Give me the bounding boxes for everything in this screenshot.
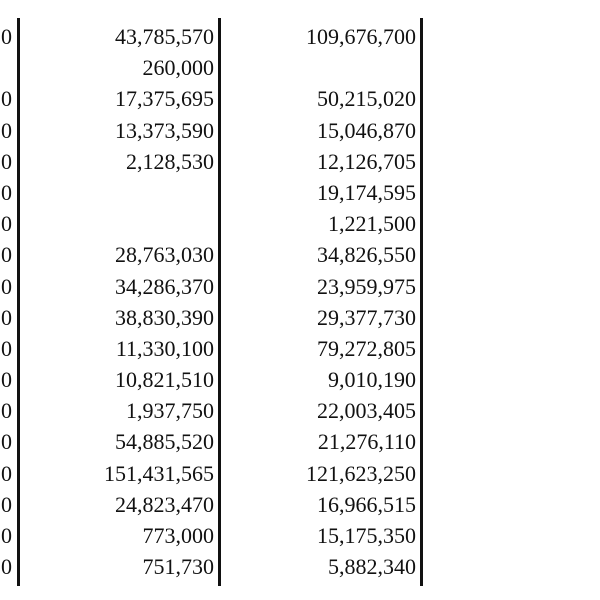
cell-col1: 13,373,590 [115, 117, 214, 143]
cell-col0: 0 [1, 367, 12, 393]
table-row [0, 21, 600, 52]
table-rows [0, 21, 600, 582]
cell-col2: 29,377,730 [317, 304, 416, 330]
cell-col0: 0 [1, 398, 12, 424]
table-row [0, 146, 600, 177]
cell-col2: 12,126,705 [317, 148, 416, 174]
cell-col2: 121,623,250 [306, 460, 416, 486]
table-row [0, 83, 600, 114]
cell-col2: 15,046,870 [317, 117, 416, 143]
table-row [0, 489, 600, 520]
cell-col1: 151,431,565 [104, 460, 214, 486]
table-row [0, 52, 600, 83]
cell-col2: 19,174,595 [317, 179, 416, 205]
cell-col0: 0 [1, 211, 12, 237]
cell-col2: 109,676,700 [306, 24, 416, 49]
table-row [0, 208, 600, 239]
cell-col0: 0 [1, 24, 12, 49]
cell-col2: 79,272,805 [317, 335, 416, 361]
cell-col0: 0 [1, 523, 12, 548]
cell-col1: 751,730 [142, 554, 214, 580]
table-row [0, 426, 600, 457]
table-row [0, 271, 600, 302]
cell-col0: 0 [1, 86, 12, 112]
cell-col2: 15,175,350 [317, 523, 416, 548]
cell-col0: 0 [1, 429, 12, 455]
cell-col1: 11,330,100 [115, 335, 214, 361]
cell-col0: 0 [1, 179, 12, 205]
cell-col1: 10,821,510 [115, 367, 214, 393]
cell-col1: 28,763,030 [115, 242, 214, 268]
cell-col2: 50,215,020 [317, 86, 416, 112]
cell-col2: 1,221,500 [328, 211, 416, 237]
cell-col1: 1,937,750 [126, 398, 214, 424]
table-row [0, 239, 600, 270]
table-row [0, 520, 600, 551]
cell-col1: 2,128,530 [126, 148, 214, 174]
cell-col2: 34,826,550 [317, 242, 416, 268]
table-row [0, 177, 600, 208]
table-row [0, 115, 600, 146]
cell-col2: 16,966,515 [317, 491, 416, 517]
cell-col2: 22,003,405 [317, 398, 416, 424]
table-row [0, 395, 600, 426]
cell-col2: 9,010,190 [328, 367, 416, 393]
cell-col1: 260,000 [142, 55, 214, 81]
cell-col1: 54,885,520 [115, 429, 214, 455]
table-row [0, 458, 600, 489]
cell-col0: 0 [1, 491, 12, 517]
cell-col0: 0 [1, 554, 12, 580]
cell-col0: 0 [1, 460, 12, 486]
table-row [0, 364, 600, 395]
cell-col2: 5,882,340 [328, 554, 416, 580]
cell-col1: 38,830,390 [115, 304, 214, 330]
table-row [0, 302, 600, 333]
cell-col2: 21,276,110 [317, 429, 416, 455]
cell-col1: 24,823,470 [115, 491, 214, 517]
cell-col0: 0 [1, 304, 12, 330]
cell-col1: 34,286,370 [115, 273, 214, 299]
cell-col2: 23,959,975 [317, 273, 416, 299]
cell-col0: 0 [1, 148, 12, 174]
cell-col1: 17,375,695 [115, 86, 214, 112]
table-row [0, 551, 600, 582]
cell-col0: 0 [1, 242, 12, 268]
cell-col0: 0 [1, 335, 12, 361]
cell-col0: 0 [1, 117, 12, 143]
cell-col1: 773,000 [142, 523, 214, 548]
table-row [0, 333, 600, 364]
cell-col0: 0 [1, 273, 12, 299]
cell-col1: 43,785,570 [115, 24, 214, 49]
